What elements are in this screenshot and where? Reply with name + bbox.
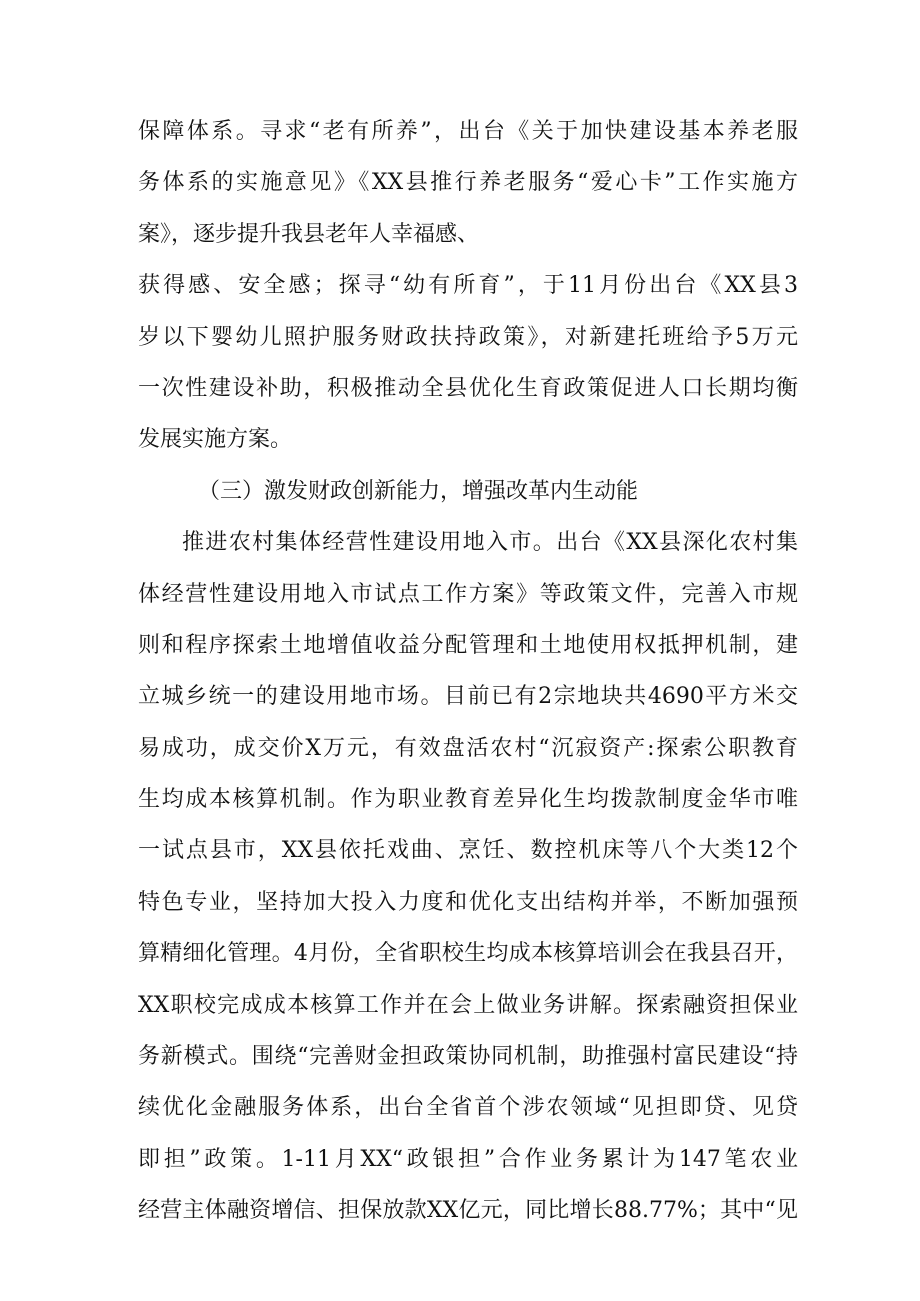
text-line: 立城乡统一的建设用地市场。目前已有2宗地块共4690平方米交 [138,684,798,710]
text-line: 发展实施方案。 [138,427,293,453]
text-line: 保障体系。寻求“老有所养”，出台《关于加快建设基本养老服 [138,119,798,144]
text-line: 案》，逐步提升我县老年人幸福感、 [138,221,480,247]
text-line: XX职校完成成本核算工作并在会上做业务讲解。探索融资担保业 [138,992,798,1018]
text-line: 算精细化管理。4月份，全省职校生均成本核算培训会在我县召开， [138,941,798,967]
text-line: 特色专业，坚持加大投入力度和优化支出结构并举，不断加强预 [138,889,798,915]
text-line: 体经营性建设用地入市试点工作方案》等政策文件，完善入市规 [138,581,798,607]
text-line: 生均成本核算机制。作为职业教育差异化生均拨款制度金华市唯 [138,787,798,813]
body-text [138,106,798,1237]
text-line: 易成功，成交价X万元，有效盘活农村“沉寂资产:探索公职教育 [138,735,798,761]
section-heading: （三）激发财政创新能力，增强改革内生动能 [198,478,639,504]
text-line: 务新模式。围绕“完善财金担政策协同机制，助推强村富民建设“持 [138,1044,798,1070]
text-line: 经营主体融资增信、担保放款XX亿元，同比增长88.77%；其中“见 [138,1198,798,1224]
text-line: 即担”政策。1-11月XX“政银担”合作业务累计为147笔农业 [138,1146,798,1172]
text-line: 一试点县市，XX县依托戏曲、烹饪、数控机床等八个大类12个 [138,838,798,864]
text-line: 一次性建设补助，积极推动全县优化生育政策促进人口长期均衡 [138,375,798,401]
text-line: 获得感、安全感；探寻“幼有所育”，于11月份出台《XX县3 [138,273,798,299]
text-line: 续优化金融服务体系，出台全省首个涉农领域“见担即贷、见贷 [138,1095,798,1121]
text-line: 推进农村集体经营性建设用地入市。出台《XX县深化农村集 [182,530,798,556]
text-line: 岁以下婴幼儿照护服务财政扶持政策》，对新建托班给予5万元 [138,324,798,350]
text-line: 则和程序探索土地增值收益分配管理和土地使用权抵押机制，建 [138,632,798,658]
text-line: 务体系的实施意见》《XX县推行养老服务“爱心卡”工作实施方 [138,170,798,196]
